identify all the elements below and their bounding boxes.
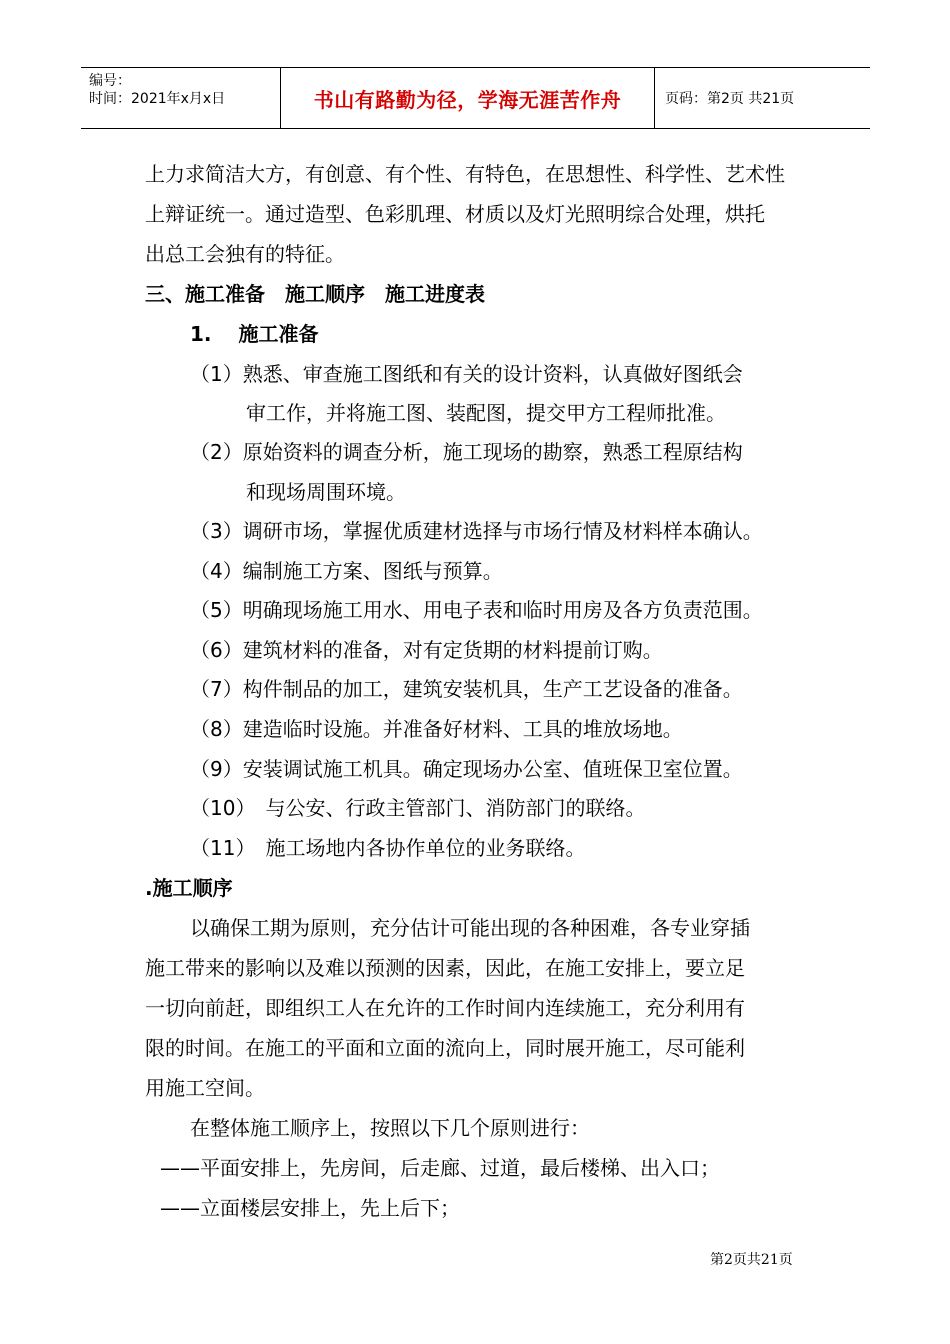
list-item: （8）建造临时设施。并准备好材料、工具的堆放场地。 bbox=[190, 717, 683, 741]
intro-line-2: 上辩证统一。通过造型、色彩肌理、材质以及灯光照明综合处理，烘托 bbox=[145, 202, 765, 226]
order-rule-1: ——平面安排上，先房间，后走廊、过道，最后楼梯、出入口； bbox=[160, 1156, 720, 1180]
paragraph-line: 一切向前赶，即组织工人在允许的工作时间内连续施工，充分利用有 bbox=[145, 996, 745, 1020]
paragraph-line: 以确保工期为原则，充分估计可能出现的各种困难，各专业穿插 bbox=[190, 916, 750, 940]
header-motto: 书山有路勤为径，学海无涯苦作舟 bbox=[281, 68, 655, 128]
list-item: （4）编制施工方案、图纸与预算。 bbox=[190, 559, 503, 583]
paragraph-line: 用施工空间。 bbox=[145, 1076, 265, 1100]
intro-line-3: 出总工会独有的特征。 bbox=[145, 242, 345, 266]
subsection-heading-order: .施工顺序 bbox=[145, 876, 233, 900]
list-item: （7）构件制品的加工，建筑安装机具，生产工艺设备的准备。 bbox=[190, 677, 743, 701]
paragraph-line: 施工带来的影响以及难以预测的因素，因此，在施工安排上，要立足 bbox=[145, 956, 745, 980]
order-rule-2: ——立面楼层安排上，先上后下； bbox=[160, 1196, 460, 1220]
document-time: 时间：2021年x月x日 bbox=[89, 91, 226, 107]
list-item: （6）建筑材料的准备，对有定货期的材料提前订购。 bbox=[190, 638, 663, 662]
section-heading: 三、施工准备 施工顺序 施工进度表 bbox=[145, 282, 485, 306]
document-number: 编号： bbox=[89, 73, 131, 89]
subsection-heading-prep: 1. 施工准备 bbox=[190, 322, 319, 346]
header-meta bbox=[81, 68, 281, 128]
list-item: （10） 与公安、行政主管部门、消防部门的联络。 bbox=[190, 796, 646, 820]
header-page-code: 页码：第2页 共21页 bbox=[665, 91, 795, 107]
list-item: （1）熟悉、审查施工图纸和有关的设计资料，认真做好图纸会 bbox=[190, 362, 743, 386]
list-item: （2）原始资料的调查分析，施工现场的勘察，熟悉工程原结构 bbox=[190, 440, 743, 464]
intro-line-1: 上力求简洁大方，有创意、有个性、有特色，在思想性、科学性、艺术性 bbox=[145, 162, 785, 186]
order-intro: 在整体施工顺序上，按照以下几个原则进行： bbox=[190, 1116, 590, 1140]
list-item: （3）调研市场，掌握优质建材选择与市场行情及材料样本确认。 bbox=[190, 519, 763, 543]
page-footer: 第2页共21页 bbox=[710, 1252, 793, 1268]
page-header bbox=[81, 67, 870, 129]
list-item: 和现场周围环境。 bbox=[246, 480, 406, 504]
list-item: （9）安装调试施工机具。确定现场办公室、值班保卫室位置。 bbox=[190, 757, 743, 781]
list-item: （11） 施工场地内各协作单位的业务联络。 bbox=[190, 836, 586, 860]
list-item: （5）明确现场施工用水、用电子表和临时用房及各方负责范围。 bbox=[190, 598, 763, 622]
paragraph-line: 限的时间。在施工的平面和立面的流向上，同时展开施工，尽可能利 bbox=[145, 1036, 745, 1060]
list-item: 审工作，并将施工图、装配图，提交甲方工程师批准。 bbox=[246, 401, 726, 425]
